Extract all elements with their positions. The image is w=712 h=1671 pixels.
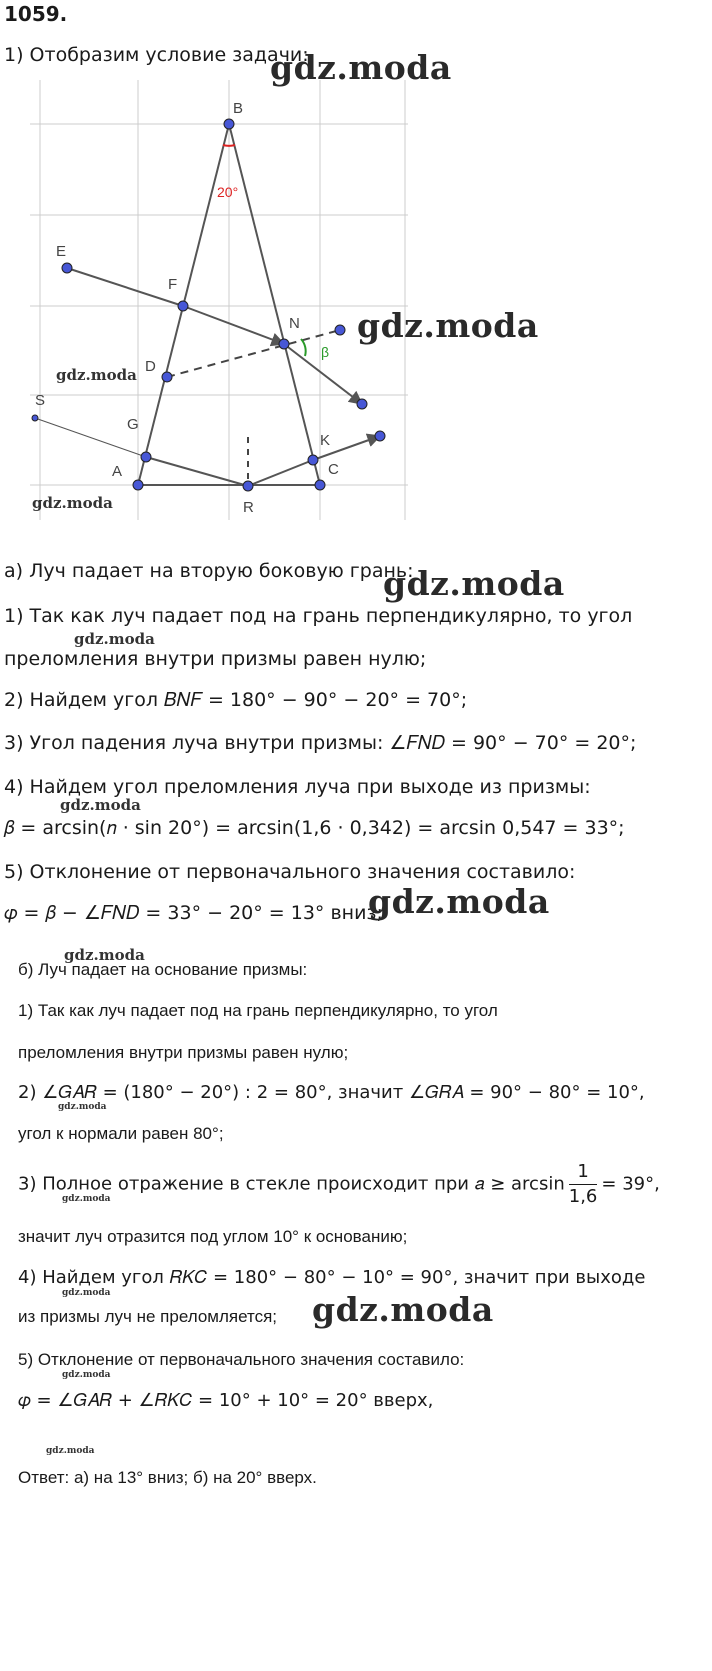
fraction-numerator: 1 (569, 1160, 598, 1185)
point-f (178, 301, 188, 311)
fraction-denominator: 1,6 (568, 1186, 598, 1207)
watermark: gdz.moda (32, 494, 113, 512)
part-a-step1-line2: преломления внутри призмы равен нулю; (4, 648, 427, 670)
part-b-step4-line2: из призмы луч не преломляется; (18, 1307, 278, 1326)
label-k: K (320, 432, 331, 449)
point-e (62, 263, 72, 273)
part-b-step5-line2: 𝜑 = ∠𝐺𝐴𝑅 + ∠𝑅𝐾𝐶 = 10° + 10° = 20° вверх, (18, 1390, 434, 1411)
watermark: gdz.moda (46, 1446, 95, 1456)
part-b-step2-line1: 2) ∠𝐺𝐴𝑅 = (180° − 20°) : 2 = 80°, значит ∠𝐺𝑅𝐴 = 90° − 80° = 10°, (18, 1082, 645, 1103)
problem-number: 1059. (4, 2, 68, 26)
watermark: gdz.moda (62, 1370, 111, 1380)
part-b-heading: б) Луч падает на основание призмы: (18, 960, 308, 979)
part-a-step2: 2) Найдем угол 𝐵𝑁𝐹 = 180° − 90° − 20° = 70°; (4, 689, 468, 711)
watermark: gdz.moda (56, 366, 137, 384)
label-b: B (233, 100, 244, 117)
angle-b-arc (223, 145, 235, 146)
watermark: gdz.moda (60, 796, 141, 814)
part-b-step5-line1: 5) Отклонение от первоначального значения составило: (18, 1350, 465, 1369)
step3-prefix: 3) Полное отражение в стекле происходит при 𝑎 ≥ arcsin (18, 1173, 565, 1195)
watermark: gdz.moda (64, 946, 145, 964)
label-r: R (243, 499, 254, 516)
ray-b (146, 436, 380, 486)
watermark: gdz.moda (383, 564, 565, 603)
watermark: gdz.moda (270, 48, 452, 87)
watermark: gdz.moda (368, 882, 550, 921)
grid (30, 80, 408, 520)
point-ray-b-end (375, 431, 385, 441)
label-a: A (112, 463, 123, 480)
point-r (243, 481, 253, 491)
intro-text: 1) Отобразим условие задачи: (4, 44, 309, 66)
point-g (141, 452, 151, 462)
part-b-step1-line1: 1) Так как луч падает под на грань перпендикулярно, то угол (18, 1001, 498, 1020)
label-n: N (289, 315, 300, 332)
part-a-step3: 3) Угол падения луча внутри призмы: ∠𝐹𝑁𝐷 = 90° − 70° = 20°; (4, 732, 637, 754)
point-n (279, 339, 289, 349)
watermark: gdz.moda (74, 630, 155, 648)
angle-beta-label: β (321, 344, 330, 360)
label-d: D (145, 358, 156, 375)
watermark: gdz.moda (58, 1102, 107, 1112)
part-a-step5-line1: 5) Отклонение от первоначального значения составило: (4, 861, 576, 883)
point-ray-a-end (357, 399, 367, 409)
point-d (162, 372, 172, 382)
step3-suffix: = 39°, (601, 1173, 660, 1195)
watermark: gdz.moda (62, 1288, 111, 1298)
point-beta-end (335, 325, 345, 335)
point-s (32, 415, 38, 421)
part-a-step4-line1: 4) Найдем угол преломления луча при выходе из призмы: (4, 776, 591, 798)
watermark: gdz.moda (62, 1194, 111, 1204)
part-b-step2-line2: угол к нормали равен 80°; (18, 1124, 224, 1143)
part-a-heading: а) Луч падает на вторую боковую грань: (4, 560, 414, 582)
watermark: gdz.moda (312, 1290, 494, 1329)
point-a (133, 480, 143, 490)
label-f: F (168, 276, 178, 293)
watermark: gdz.moda (357, 306, 539, 345)
answer: Ответ: а) на 13° вниз; б) на 20° вверх. (18, 1468, 317, 1487)
point-k (308, 455, 318, 465)
label-e: E (56, 243, 67, 260)
label-g: G (127, 416, 139, 433)
angle-beta-arc (301, 339, 306, 356)
part-a-step5-line2: 𝜑 = 𝛽 − ∠𝐹𝑁𝐷 = 33° − 20° = 13° вниз; (4, 902, 383, 924)
normal-line-a (167, 330, 340, 377)
part-b-step4-line1: 4) Найдем угол 𝑅𝐾𝐶 = 180° − 80° − 10° = 90°, значит при выходе (18, 1267, 646, 1288)
point-b (224, 119, 234, 129)
part-a-step4-line2: 𝛽 = arcsin(𝑛 ⋅ sin 20°) = arcsin(1,6 ⋅ 0,342) = arcsin 0,547 = 33°; (4, 817, 625, 839)
part-a-step1-line1: 1) Так как луч падает под на грань перпендикулярно, то угол (4, 605, 633, 627)
point-c (315, 480, 325, 490)
part-b-step3-line1 (18, 1160, 660, 1209)
part-b-step3-line2: значит луч отразится под углом 10° к основанию; (18, 1227, 408, 1246)
label-c: C (328, 461, 339, 478)
angle-b-label: 20° (217, 184, 239, 200)
label-s: S (35, 392, 46, 409)
fraction (569, 1160, 598, 1209)
part-b-step1-line2: преломления внутри призмы равен нулю; (18, 1043, 349, 1062)
